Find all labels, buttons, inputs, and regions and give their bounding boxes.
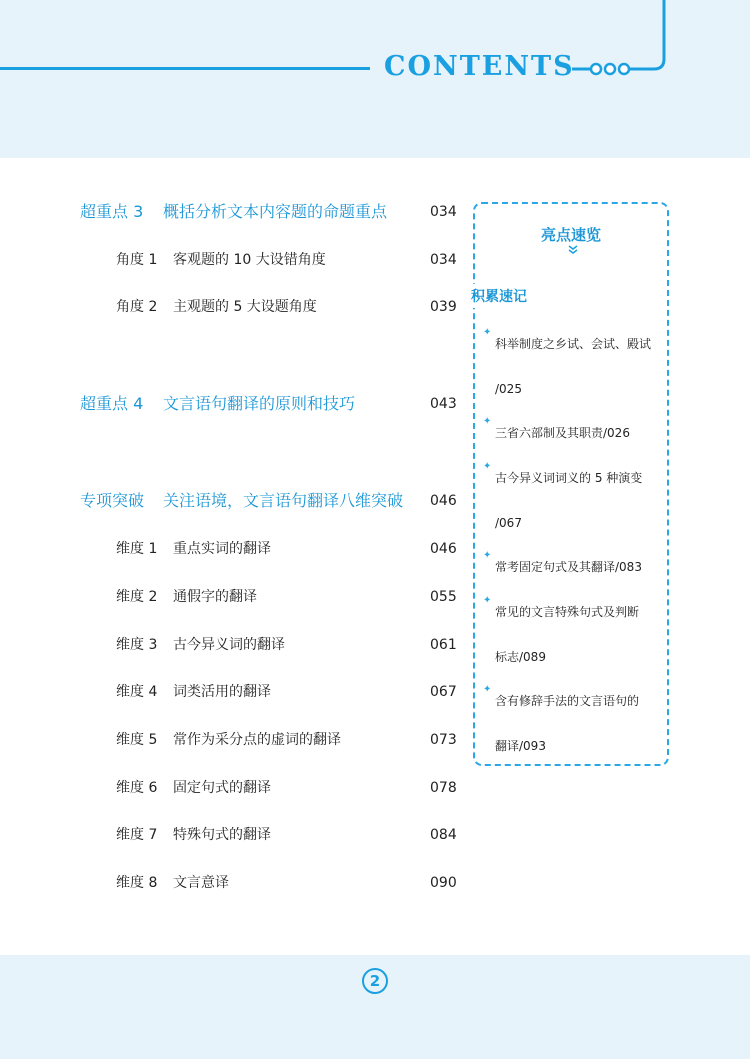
toc-label: 角度 2 (116, 299, 158, 315)
toc-title: 词类活用的翻译 (173, 684, 271, 700)
highlight-text: 常考固定句式及其翻译/083 (495, 560, 642, 574)
chevron-down-icon (567, 244, 579, 256)
bullet-icon: ✦ (483, 461, 492, 472)
toc-page: 073 (430, 732, 457, 748)
toc-label: 超重点 3 (80, 202, 144, 221)
toc-page: 084 (430, 827, 457, 843)
toc-entry[interactable] (0, 679, 470, 705)
highlight-text: 科举制度之乡试、会试、殿试 (495, 337, 652, 351)
toc-entry[interactable] (0, 536, 470, 562)
highlight-item[interactable] (483, 590, 671, 680)
toc-title: 主观题的 5 大设题角度 (173, 299, 317, 315)
toc-label: 专项突破 (80, 491, 145, 510)
highlight-item[interactable] (483, 322, 671, 412)
highlight-text: 三省六部制及其职责/026 (495, 426, 630, 440)
toc-entry[interactable] (0, 247, 470, 273)
toc-title: 文言意译 (173, 875, 229, 891)
toc-label: 维度 5 (116, 732, 158, 748)
toc-entry[interactable] (0, 584, 470, 610)
toc-title: 概括分析文本内容题的命题重点 (163, 202, 388, 221)
header-ornament (568, 0, 750, 90)
bullet-icon: ✦ (483, 416, 492, 427)
page-number: 2 (362, 968, 388, 994)
highlight-item[interactable] (483, 456, 671, 546)
highlights-box (473, 202, 669, 766)
toc-label: 维度 2 (116, 589, 158, 605)
toc-page: 046 (430, 493, 457, 509)
toc-page: 090 (430, 875, 457, 891)
toc-section[interactable] (0, 199, 470, 225)
highlight-item[interactable] (483, 411, 671, 456)
header-rule (0, 67, 370, 70)
bullet-icon: ✦ (483, 327, 492, 338)
toc-entry[interactable] (0, 294, 470, 320)
toc-entry[interactable] (0, 822, 470, 848)
toc-page: 043 (430, 396, 457, 412)
toc-label: 维度 4 (116, 684, 158, 700)
toc-entry[interactable] (0, 775, 470, 801)
toc-label: 角度 1 (116, 252, 158, 268)
bullet-icon: ✦ (483, 684, 492, 695)
toc-page: 078 (430, 780, 457, 796)
highlight-text: /025 (495, 382, 522, 396)
toc-label: 维度 7 (116, 827, 158, 843)
bullet-icon: ✦ (483, 595, 492, 606)
toc-title: 特殊句式的翻译 (173, 827, 271, 843)
highlights-tab: 积累速记 (467, 284, 531, 308)
toc-title: 关注语境，文言语句翻译八维突破 (163, 491, 404, 510)
toc-label: 维度 8 (116, 875, 158, 891)
highlight-text: 标志/089 (495, 650, 546, 664)
toc-page: 046 (430, 541, 457, 557)
highlight-text: 翻译/093 (495, 739, 546, 753)
toc-page: 055 (430, 589, 457, 605)
highlight-item[interactable] (483, 679, 671, 769)
toc-page: 034 (430, 204, 457, 220)
toc-title: 客观题的 10 大设错角度 (173, 252, 326, 268)
highlight-text: 常见的文言特殊句式及判断 (495, 605, 640, 619)
highlight-text: /067 (495, 516, 522, 530)
bullet-icon: ✦ (483, 550, 492, 561)
toc-page: 034 (430, 252, 457, 268)
page-title: CONTENTS (384, 51, 575, 82)
toc-label: 维度 6 (116, 780, 158, 796)
toc-title: 重点实词的翻译 (173, 541, 271, 557)
highlight-text: 古今异义词词义的 5 种演变 (495, 471, 643, 485)
toc-label: 维度 3 (116, 637, 158, 653)
toc-entry[interactable] (0, 870, 470, 896)
toc-label: 超重点 4 (80, 394, 144, 413)
highlight-item[interactable] (483, 545, 671, 590)
toc-entry[interactable] (0, 727, 470, 753)
toc-section[interactable] (0, 391, 470, 417)
toc-page: 039 (430, 299, 457, 315)
toc-title: 固定句式的翻译 (173, 780, 271, 796)
toc-title: 文言语句翻译的原则和技巧 (163, 394, 356, 413)
toc-page: 061 (430, 637, 457, 653)
toc-section[interactable] (0, 488, 470, 514)
toc-title: 常作为采分点的虚词的翻译 (173, 732, 341, 748)
toc-title: 古今异义词的翻译 (173, 637, 285, 653)
highlight-text: 含有修辞手法的文言语句的 (495, 694, 640, 708)
toc-entry[interactable] (0, 632, 470, 658)
toc-label: 维度 1 (116, 541, 158, 557)
highlights-heading: 亮点速览 (540, 226, 601, 244)
toc-page: 067 (430, 684, 457, 700)
toc-title: 通假字的翻译 (173, 589, 257, 605)
